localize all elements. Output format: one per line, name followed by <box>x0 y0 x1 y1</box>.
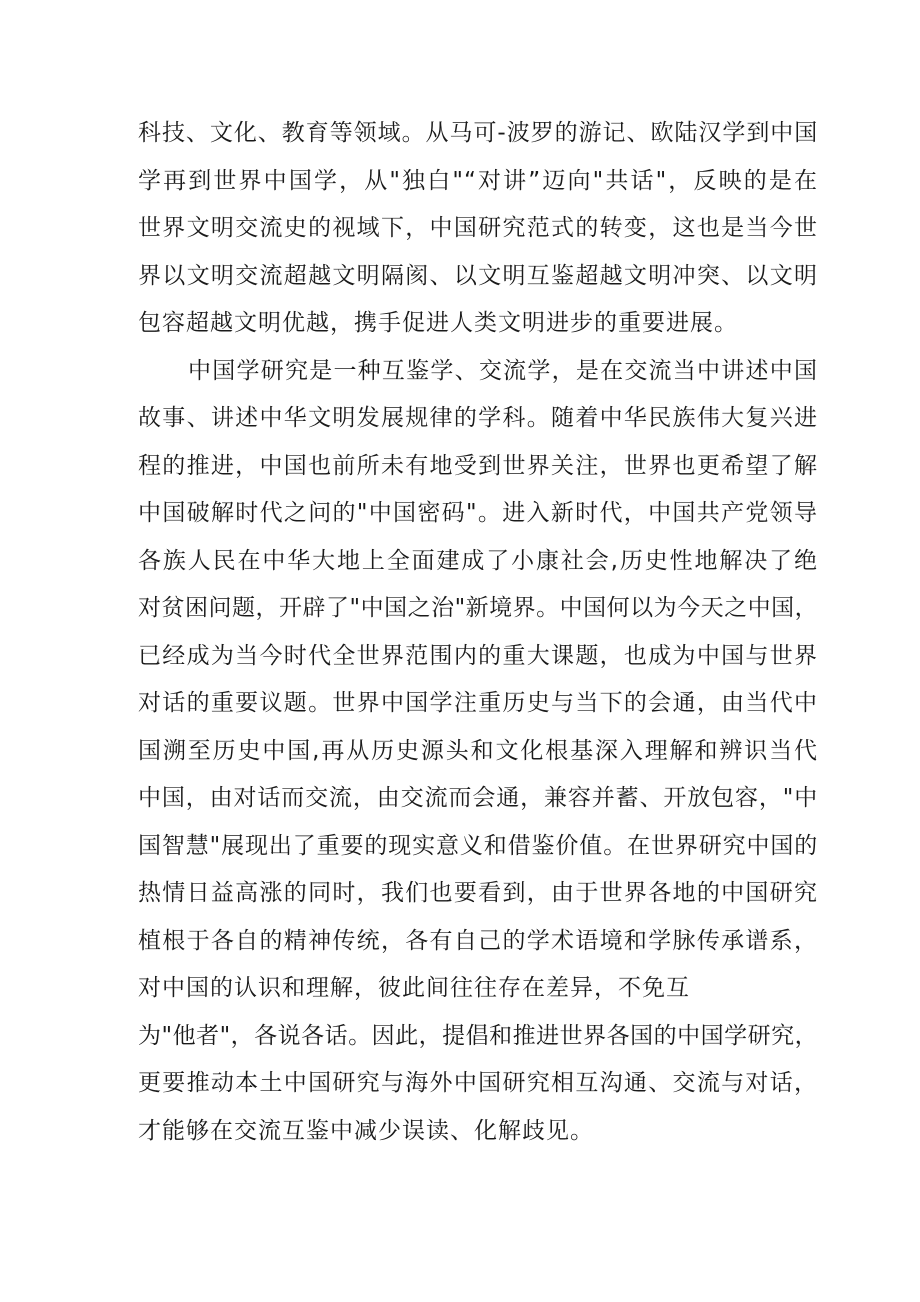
text-line-18: 植根于各自的精神传统，各有自己的学术语境和学脉传承谱系， <box>138 927 818 954</box>
text-line-7: 故事、讲述中华文明发展规律的学科。随着中华民族伟大复兴进 <box>138 405 818 431</box>
text-line-2: 学再到世界中国学，从"独白"“对讲”迈向"共话"，反映的是在 <box>138 167 818 194</box>
text-line-14: 国溯至历史中国,再从历史源头和文化根基深入理解和辨识当代 <box>138 737 818 764</box>
text-line-15: 中国，由对话而交流，由交流而会通，兼容并蓄、开放包容，"中 <box>138 785 818 811</box>
text-line-3: 世界文明交流史的视域下，中国研究范式的转变，这也是当今世 <box>138 215 818 241</box>
text-line-1: 科技、文化、教育等领域。从马可-波罗的游记、欧陆汉学到中国 <box>138 120 818 146</box>
body-text <box>138 110 818 1155</box>
text-line-19: 对中国的认识和理解，彼此间往往存在差异，不免互 <box>138 975 690 1001</box>
text-line-5: 包容超越文明优越，携手促进人类文明进步的重要进展。 <box>138 310 738 336</box>
text-line-17: 热情日益高涨的同时，我们也要看到，由于世界各地的中国研究 <box>138 880 818 906</box>
text-line-10: 各族人民在中华大地上全面建成了小康社会,历史性地解决了绝 <box>138 547 818 574</box>
text-line-9: 中国破解时代之问的"中国密码"。进入新时代，中国共产党领导 <box>138 500 818 526</box>
text-line-6: 中国学研究是一种互鉴学、交流学，是在交流当中讲述中国 <box>188 357 818 384</box>
text-line-8: 程的推进，中国也前所未有地受到世界关注，世界也更希望了解 <box>138 452 818 479</box>
text-line-11: 对贫困问题，开辟了"中国之治"新境界。中国何以为今天之中国， <box>138 595 819 621</box>
text-line-22: 才能够在交流互鉴中减少误读、化解歧见。 <box>138 1117 594 1144</box>
text-line-20: 为"他者"，各说各话。因此，提倡和推进世界各国的中国学研究， <box>138 1022 819 1049</box>
text-line-16: 国智慧"展现出了重要的现实意义和借鉴价值。在世界研究中国的 <box>138 832 818 859</box>
text-line-13: 对话的重要议题。世界中国学注重历史与当下的会通，由当代中 <box>138 690 818 716</box>
text-line-4: 界以文明交流超越文明隔阂、以文明互鉴超越文明冲突、以文明 <box>138 262 818 289</box>
text-line-21: 更要推动本土中国研究与海外中国研究相互沟通、交流与对话， <box>138 1070 818 1096</box>
text-line-12: 已经成为当今时代全世界范围内的重大课题，也成为中国与世界 <box>138 642 818 669</box>
